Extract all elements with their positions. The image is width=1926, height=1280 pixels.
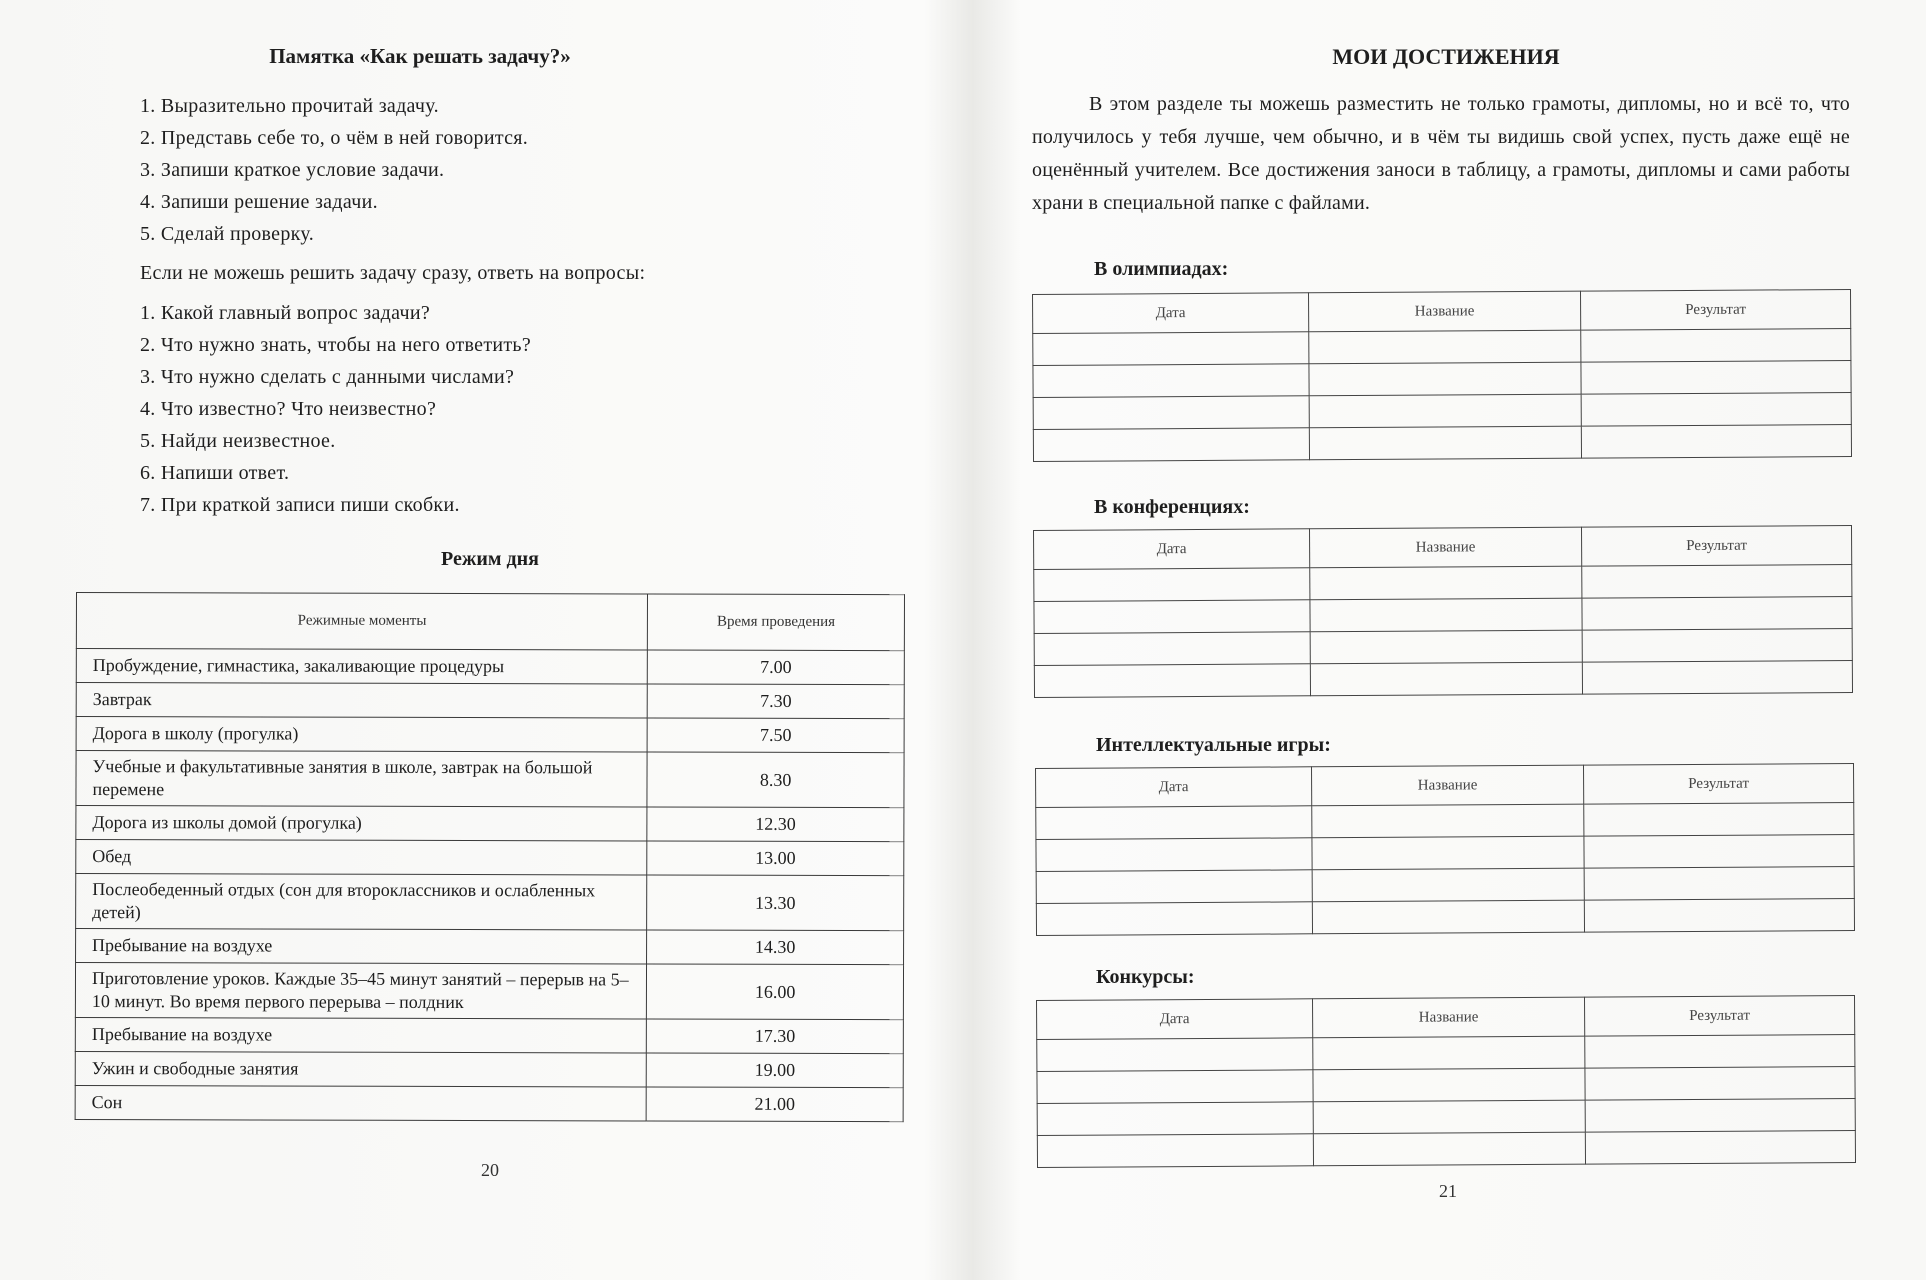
date-cell[interactable] xyxy=(1033,364,1309,398)
section-label-conferences: В конференциях: xyxy=(1094,496,1250,518)
table-row xyxy=(76,649,904,685)
activity-cell: Дорога из школы домой (прогулка) xyxy=(76,806,647,841)
table-row xyxy=(1034,660,1852,697)
time-cell: 8.30 xyxy=(647,752,904,808)
list-item: 5. Сделай проверку. xyxy=(140,223,314,245)
table-row xyxy=(75,1017,903,1053)
section-label-olympiads: В олимпиадах: xyxy=(1094,258,1229,280)
date-cell[interactable] xyxy=(1036,870,1312,904)
table-header-row xyxy=(1034,526,1852,570)
column-header-date: Дата xyxy=(1036,767,1312,808)
result-cell[interactable] xyxy=(1582,564,1852,598)
olympiads-table xyxy=(1032,289,1852,462)
page-number: 20 xyxy=(481,1160,499,1180)
time-cell: 7.50 xyxy=(647,718,904,753)
table-row xyxy=(76,929,904,965)
result-cell[interactable] xyxy=(1584,898,1854,932)
date-cell[interactable] xyxy=(1037,1070,1313,1104)
table-row xyxy=(76,717,904,753)
achievements-intro: В этом разделе ты можешь разместить не только грамоты, дипломы, но и всё то, что получилось у тебя лучше, чем обычно, и в чём ты видишь свой успех, пусть даже ещё не оценённый учителем. Все достижения заноси в таблицу, а грамоты, дипломы и сами работы храни в специальной папке с файлами. xyxy=(1032,93,1850,214)
name-cell[interactable] xyxy=(1309,394,1581,428)
date-cell[interactable] xyxy=(1037,1102,1313,1136)
name-cell[interactable] xyxy=(1313,1068,1585,1102)
name-cell[interactable] xyxy=(1310,662,1582,696)
result-cell[interactable] xyxy=(1584,802,1854,836)
result-cell[interactable] xyxy=(1582,628,1852,662)
table-row xyxy=(1033,360,1851,397)
contests-table xyxy=(1036,995,1856,1168)
table-row xyxy=(75,1085,903,1121)
conferences-table xyxy=(1033,525,1853,698)
date-cell[interactable] xyxy=(1033,332,1309,366)
date-cell[interactable] xyxy=(1034,632,1310,666)
list-item: 1. Выразительно прочитай задачу. xyxy=(140,95,439,117)
date-cell[interactable] xyxy=(1034,568,1310,602)
table-row xyxy=(76,840,904,876)
column-header-name: Название xyxy=(1308,291,1580,332)
time-cell: 14.30 xyxy=(647,930,904,965)
name-cell[interactable] xyxy=(1312,868,1584,902)
time-cell: 17.30 xyxy=(647,1019,904,1054)
table-row xyxy=(76,806,904,842)
name-cell[interactable] xyxy=(1310,566,1582,600)
name-cell[interactable] xyxy=(1312,836,1584,870)
name-cell[interactable] xyxy=(1310,598,1582,632)
column-header-result: Результат xyxy=(1581,526,1851,567)
column-header-name: Название xyxy=(1311,765,1583,806)
list-item: 3. Что нужно сделать с данными числами? xyxy=(140,366,515,388)
time-cell: 13.00 xyxy=(647,841,904,876)
activity-cell: Дорога в школу (прогулка) xyxy=(76,717,647,752)
table-row xyxy=(1034,628,1852,665)
activity-cell: Ужин и свободные занятия xyxy=(75,1051,646,1086)
table-header-row xyxy=(1033,290,1851,334)
table-header-row xyxy=(76,593,904,651)
table-row xyxy=(76,751,904,808)
table-row xyxy=(1033,424,1851,461)
activity-cell: Сон xyxy=(75,1085,646,1120)
result-cell[interactable] xyxy=(1581,392,1851,426)
column-header-activity: Режимные моменты xyxy=(76,593,647,650)
result-cell[interactable] xyxy=(1584,834,1854,868)
table-row xyxy=(1037,1098,1855,1135)
date-cell[interactable] xyxy=(1036,838,1312,872)
achievements-title: МОИ ДОСТИЖЕНИЯ xyxy=(1332,44,1560,69)
column-header-result: Результат xyxy=(1584,996,1854,1037)
memo-title: Памятка «Как решать задачу?» xyxy=(269,44,571,68)
time-cell: 7.00 xyxy=(648,650,905,685)
table-row xyxy=(1033,392,1851,429)
table-row xyxy=(1034,564,1852,601)
date-cell[interactable] xyxy=(1034,600,1310,634)
column-header-name: Название xyxy=(1309,527,1581,568)
list-item: 6. Напиши ответ. xyxy=(140,462,290,484)
name-cell[interactable] xyxy=(1310,630,1582,664)
date-cell[interactable] xyxy=(1036,806,1312,840)
date-cell[interactable] xyxy=(1037,1134,1313,1168)
list-item: 4. Что известно? Что неизвестно? xyxy=(140,398,437,420)
result-cell[interactable] xyxy=(1584,866,1854,900)
list-item: 5. Найди неизвестное. xyxy=(140,430,336,452)
list-item: 7. При краткой записи пиши скобки. xyxy=(140,494,460,516)
result-cell[interactable] xyxy=(1582,660,1852,694)
page-number: 21 xyxy=(1439,1181,1457,1201)
column-header-date: Дата xyxy=(1033,293,1309,334)
section-label-contests: Конкурсы: xyxy=(1096,966,1195,988)
list-item: 3. Запиши краткое условие задачи. xyxy=(140,159,445,181)
time-cell: 7.30 xyxy=(647,684,904,719)
name-cell[interactable] xyxy=(1313,1100,1585,1134)
column-header-date: Дата xyxy=(1037,999,1313,1040)
column-header-name: Название xyxy=(1312,997,1584,1038)
date-cell[interactable] xyxy=(1033,428,1309,462)
time-cell: 19.00 xyxy=(646,1053,903,1088)
table-row xyxy=(1036,866,1854,903)
table-row xyxy=(76,683,904,719)
activity-cell: Послеобеденный отдых (сон для второклассников и ослабленных детей) xyxy=(76,874,647,930)
name-cell[interactable] xyxy=(1313,1132,1585,1166)
left-page xyxy=(0,0,960,1280)
time-cell: 16.00 xyxy=(647,964,904,1020)
result-cell[interactable] xyxy=(1581,424,1851,458)
result-cell[interactable] xyxy=(1581,328,1851,362)
table-row xyxy=(1033,328,1851,365)
table-row xyxy=(1037,1034,1855,1071)
questions-list xyxy=(140,297,531,521)
activity-cell: Пробуждение, гимнастика, закаливающие процедуры xyxy=(76,649,647,684)
date-cell[interactable] xyxy=(1034,664,1310,698)
result-cell[interactable] xyxy=(1582,596,1852,630)
date-cell[interactable] xyxy=(1036,902,1312,936)
column-header-result: Результат xyxy=(1583,764,1853,805)
activity-cell: Пребывание на воздухе xyxy=(76,929,647,964)
date-cell[interactable] xyxy=(1037,1038,1313,1072)
list-item: 4. Запиши решение задачи. xyxy=(140,191,378,213)
name-cell[interactable] xyxy=(1309,426,1581,460)
column-header-time: Время проведения xyxy=(648,594,905,651)
table-header-row xyxy=(1036,764,1854,808)
intellectual-games-table xyxy=(1035,763,1855,936)
name-cell[interactable] xyxy=(1309,362,1581,396)
schedule-title: Режим дня xyxy=(441,548,539,570)
activity-cell: Пребывание на воздухе xyxy=(75,1017,646,1052)
time-cell: 12.30 xyxy=(647,807,904,842)
table-header-row xyxy=(1037,996,1855,1040)
table-row xyxy=(76,874,904,931)
table-row xyxy=(1036,834,1854,871)
name-cell[interactable] xyxy=(1309,330,1581,364)
activity-cell: Обед xyxy=(76,840,647,875)
activity-cell: Приготовление уроков. Каждые 35–45 минут занятий – перерыв на 5–10 минут. Во время первого перерыва – полдник xyxy=(75,963,646,1019)
table-row xyxy=(1036,802,1854,839)
list-item: 2. Представь себе то, о чём в ней говорится. xyxy=(140,127,529,149)
activity-cell: Учебные и факультативные занятия в школе, завтрак на большой перемене xyxy=(76,751,647,807)
list-item: 1. Какой главный вопрос задачи? xyxy=(140,302,431,324)
table-row xyxy=(1036,898,1854,935)
table-row xyxy=(75,1051,903,1087)
column-header-date: Дата xyxy=(1034,529,1310,570)
time-cell: 13.30 xyxy=(647,875,904,931)
right-page xyxy=(966,0,1926,1280)
table-row xyxy=(1034,596,1852,633)
schedule-table xyxy=(75,592,905,1122)
time-cell: 21.00 xyxy=(646,1087,903,1122)
name-cell[interactable] xyxy=(1312,804,1584,838)
questions-intro: Если не можешь решить задачу сразу, ответь на вопросы: xyxy=(140,262,646,284)
section-label-intellectual-games: Интеллектуальные игры: xyxy=(1096,734,1331,756)
memo-steps-list xyxy=(140,90,528,250)
result-cell[interactable] xyxy=(1585,1130,1855,1164)
result-cell[interactable] xyxy=(1585,1034,1855,1068)
table-row xyxy=(75,963,903,1020)
name-cell[interactable] xyxy=(1313,1036,1585,1070)
column-header-result: Результат xyxy=(1580,290,1850,331)
result-cell[interactable] xyxy=(1581,360,1851,394)
name-cell[interactable] xyxy=(1312,900,1584,934)
table-row xyxy=(1037,1066,1855,1103)
table-row xyxy=(1037,1130,1855,1167)
result-cell[interactable] xyxy=(1585,1066,1855,1100)
result-cell[interactable] xyxy=(1585,1098,1855,1132)
activity-cell: Завтрак xyxy=(76,683,647,718)
date-cell[interactable] xyxy=(1033,396,1309,430)
list-item: 2. Что нужно знать, чтобы на него ответить? xyxy=(140,334,532,356)
